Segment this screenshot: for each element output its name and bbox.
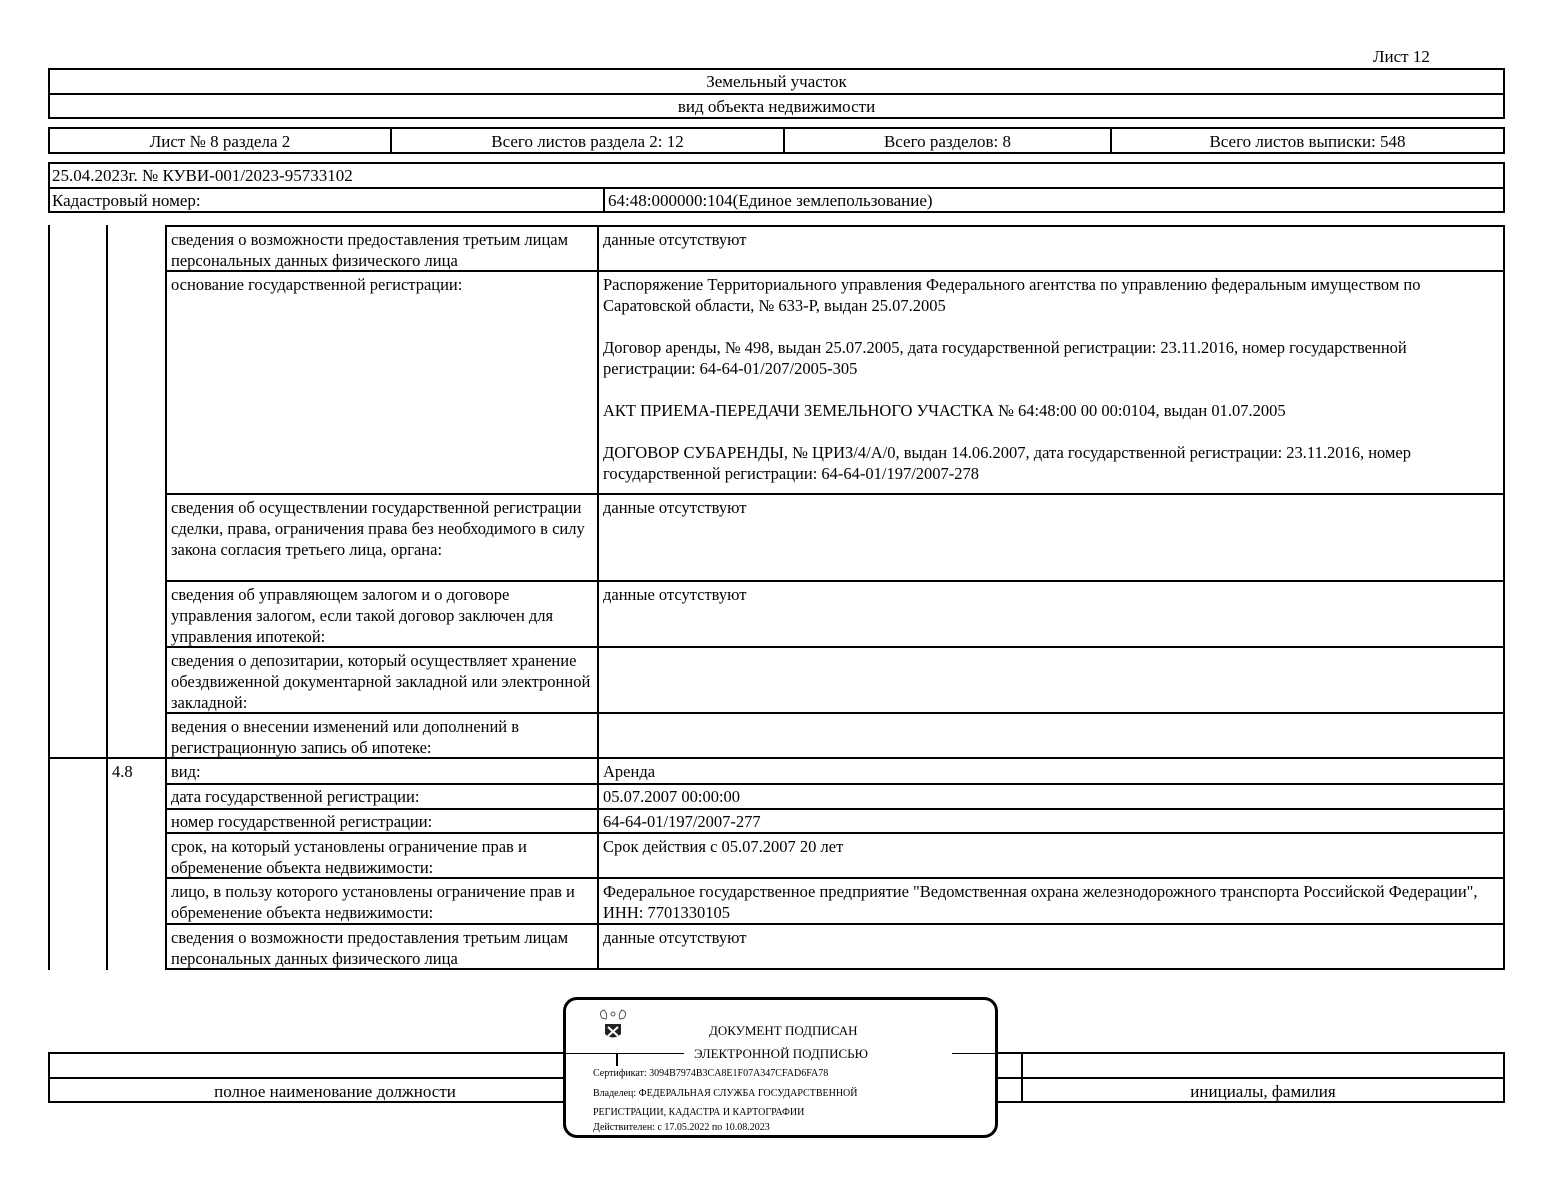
row-label: сведения о возможности предоставления третьим лицам персональных данных физического лица [171, 928, 569, 968]
cadastral-value: 64:48:000000:104(Единое землепользование) [603, 188, 933, 211]
section-number: 4.8 [112, 762, 133, 781]
extract-date-number: 25.04.2023г. № КУВИ-001/2023-95733102 [52, 166, 353, 185]
row-label: сведения об управляющем залогом и о договоре управления залогом, если такой договор заключен для управления ипотекой: [171, 585, 554, 646]
stamp-certificate: Сертификат: 3094B7974B3CA8E1F07A347CFAD6FA78 [593, 1068, 829, 1079]
sheet-number: Лист 12 [1373, 47, 1430, 66]
total-section-sheets: Всего листов раздела 2: 12 [390, 129, 783, 152]
row-label: номер государственной регистрации: [171, 812, 433, 831]
registration-basis-list [599, 272, 1503, 486]
row-value: 64-64-01/197/2007-277 [603, 812, 761, 831]
row-label: сведения о депозитарии, который осуществляет хранение обездвиженной документарной закладной или электронной закладной: [171, 651, 591, 712]
row-value: 05.07.2007 00:00:00 [603, 787, 741, 806]
name-caption: инициалы, фамилия [1190, 1082, 1336, 1101]
row-label: сведения об осуществлении государственной регистрации сделки, права, ограничения права без необходимого в силу закона согласия третьего лица, органа: [171, 498, 585, 559]
cadastral-label: Кадастровый номер: [52, 191, 201, 210]
row-value: Аренда [603, 762, 656, 781]
electronic-signature-stamp [563, 997, 998, 1138]
encumbrance-table [48, 225, 1505, 970]
stamp-title-line1: ДОКУМЕНТ ПОДПИСАН [709, 1023, 858, 1038]
row-value: данные отсутствуют [603, 230, 747, 249]
row-value: Федеральное государственное предприятие "Ведомственная охрана железнодорожного транспорта Российской Федерации", ИНН: 7701330105 [603, 882, 1478, 922]
row-value: данные отсутствуют [603, 498, 747, 517]
extract-registration [48, 162, 1505, 213]
object-type: Земельный участок [706, 72, 847, 91]
row-label: дата государственной регистрации: [171, 787, 420, 806]
stamp-owner-line2: РЕГИСТРАЦИИ, КАДАСТРА И КАРТОГРАФИИ [593, 1107, 805, 1118]
stamp-validity: Действителен: с 17.05.2022 по 10.08.2023 [593, 1122, 770, 1133]
sheet-info-row [48, 127, 1505, 154]
row-value: данные отсутствуют [603, 585, 747, 604]
position-caption: полное наименование должности [214, 1082, 456, 1101]
object-type-header [48, 68, 1505, 119]
row-value [599, 714, 1503, 718]
row-value: Срок действия с 05.07.2007 20 лет [603, 837, 844, 856]
row-label: срок, на который установлены ограничение прав и обременение объекта недвижимости: [171, 837, 527, 877]
stamp-title-line2: ЭЛЕКТРОННОЙ ПОДПИСЬЮ [694, 1046, 868, 1061]
row-label: лицо, в пользу которого установлены ограничение прав и обременение объекта недвижимости: [171, 882, 575, 922]
row-label: сведения о возможности предоставления третьим лицам персональных данных физического лица [171, 230, 569, 270]
basis-lease-contract: Договор аренды, № 498, выдан 25.07.2005, дата государственной регистрации: 23.11.2016, номер государственной регистрации: 64-64-01/207/2005-305 [603, 338, 1407, 378]
object-type-caption: вид объекта недвижимости [677, 97, 876, 116]
basis-order: Распоряжение Территориального управления Федерального агентства по управлению федеральным имуществом по Саратовской области, № 633-Р, выдан 25.07.2005 [603, 275, 1421, 315]
total-extract-sheets: Всего листов выписки: 548 [1110, 129, 1503, 152]
row-label: вид: [171, 762, 201, 781]
stamp-owner-line1: Владелец: ФЕДЕРАЛЬНАЯ СЛУЖБА ГОСУДАРСТВЕННОЙ [593, 1088, 858, 1099]
sheet-of-section: Лист № 8 раздела 2 [149, 132, 291, 151]
total-sections: Всего разделов: 8 [783, 129, 1110, 152]
row-value [599, 648, 1503, 652]
row-value: данные отсутствуют [603, 928, 747, 947]
basis-transfer-act: АКТ ПРИЕМА-ПЕРЕДАЧИ ЗЕМЕЛЬНОГО УЧАСТКА № 64:48:00 00 00:0104, выдан 01.07.2005 [603, 401, 1286, 420]
basis-sublease-contract: ДОГОВОР СУБАРЕНДЫ, № ЦРИЗ/4/А/0, выдан 14.06.2007, дата государственной регистрации: 23.11.2016, номер государственной регистрации: 64-64-01/197/2007-278 [603, 443, 1411, 483]
row-label: ведения о внесении изменений или дополнений в регистрационную запись об ипотеке: [171, 717, 520, 757]
row-label: основание государственной регистрации: [171, 275, 463, 294]
coat-of-arms-icon [596, 1008, 630, 1044]
